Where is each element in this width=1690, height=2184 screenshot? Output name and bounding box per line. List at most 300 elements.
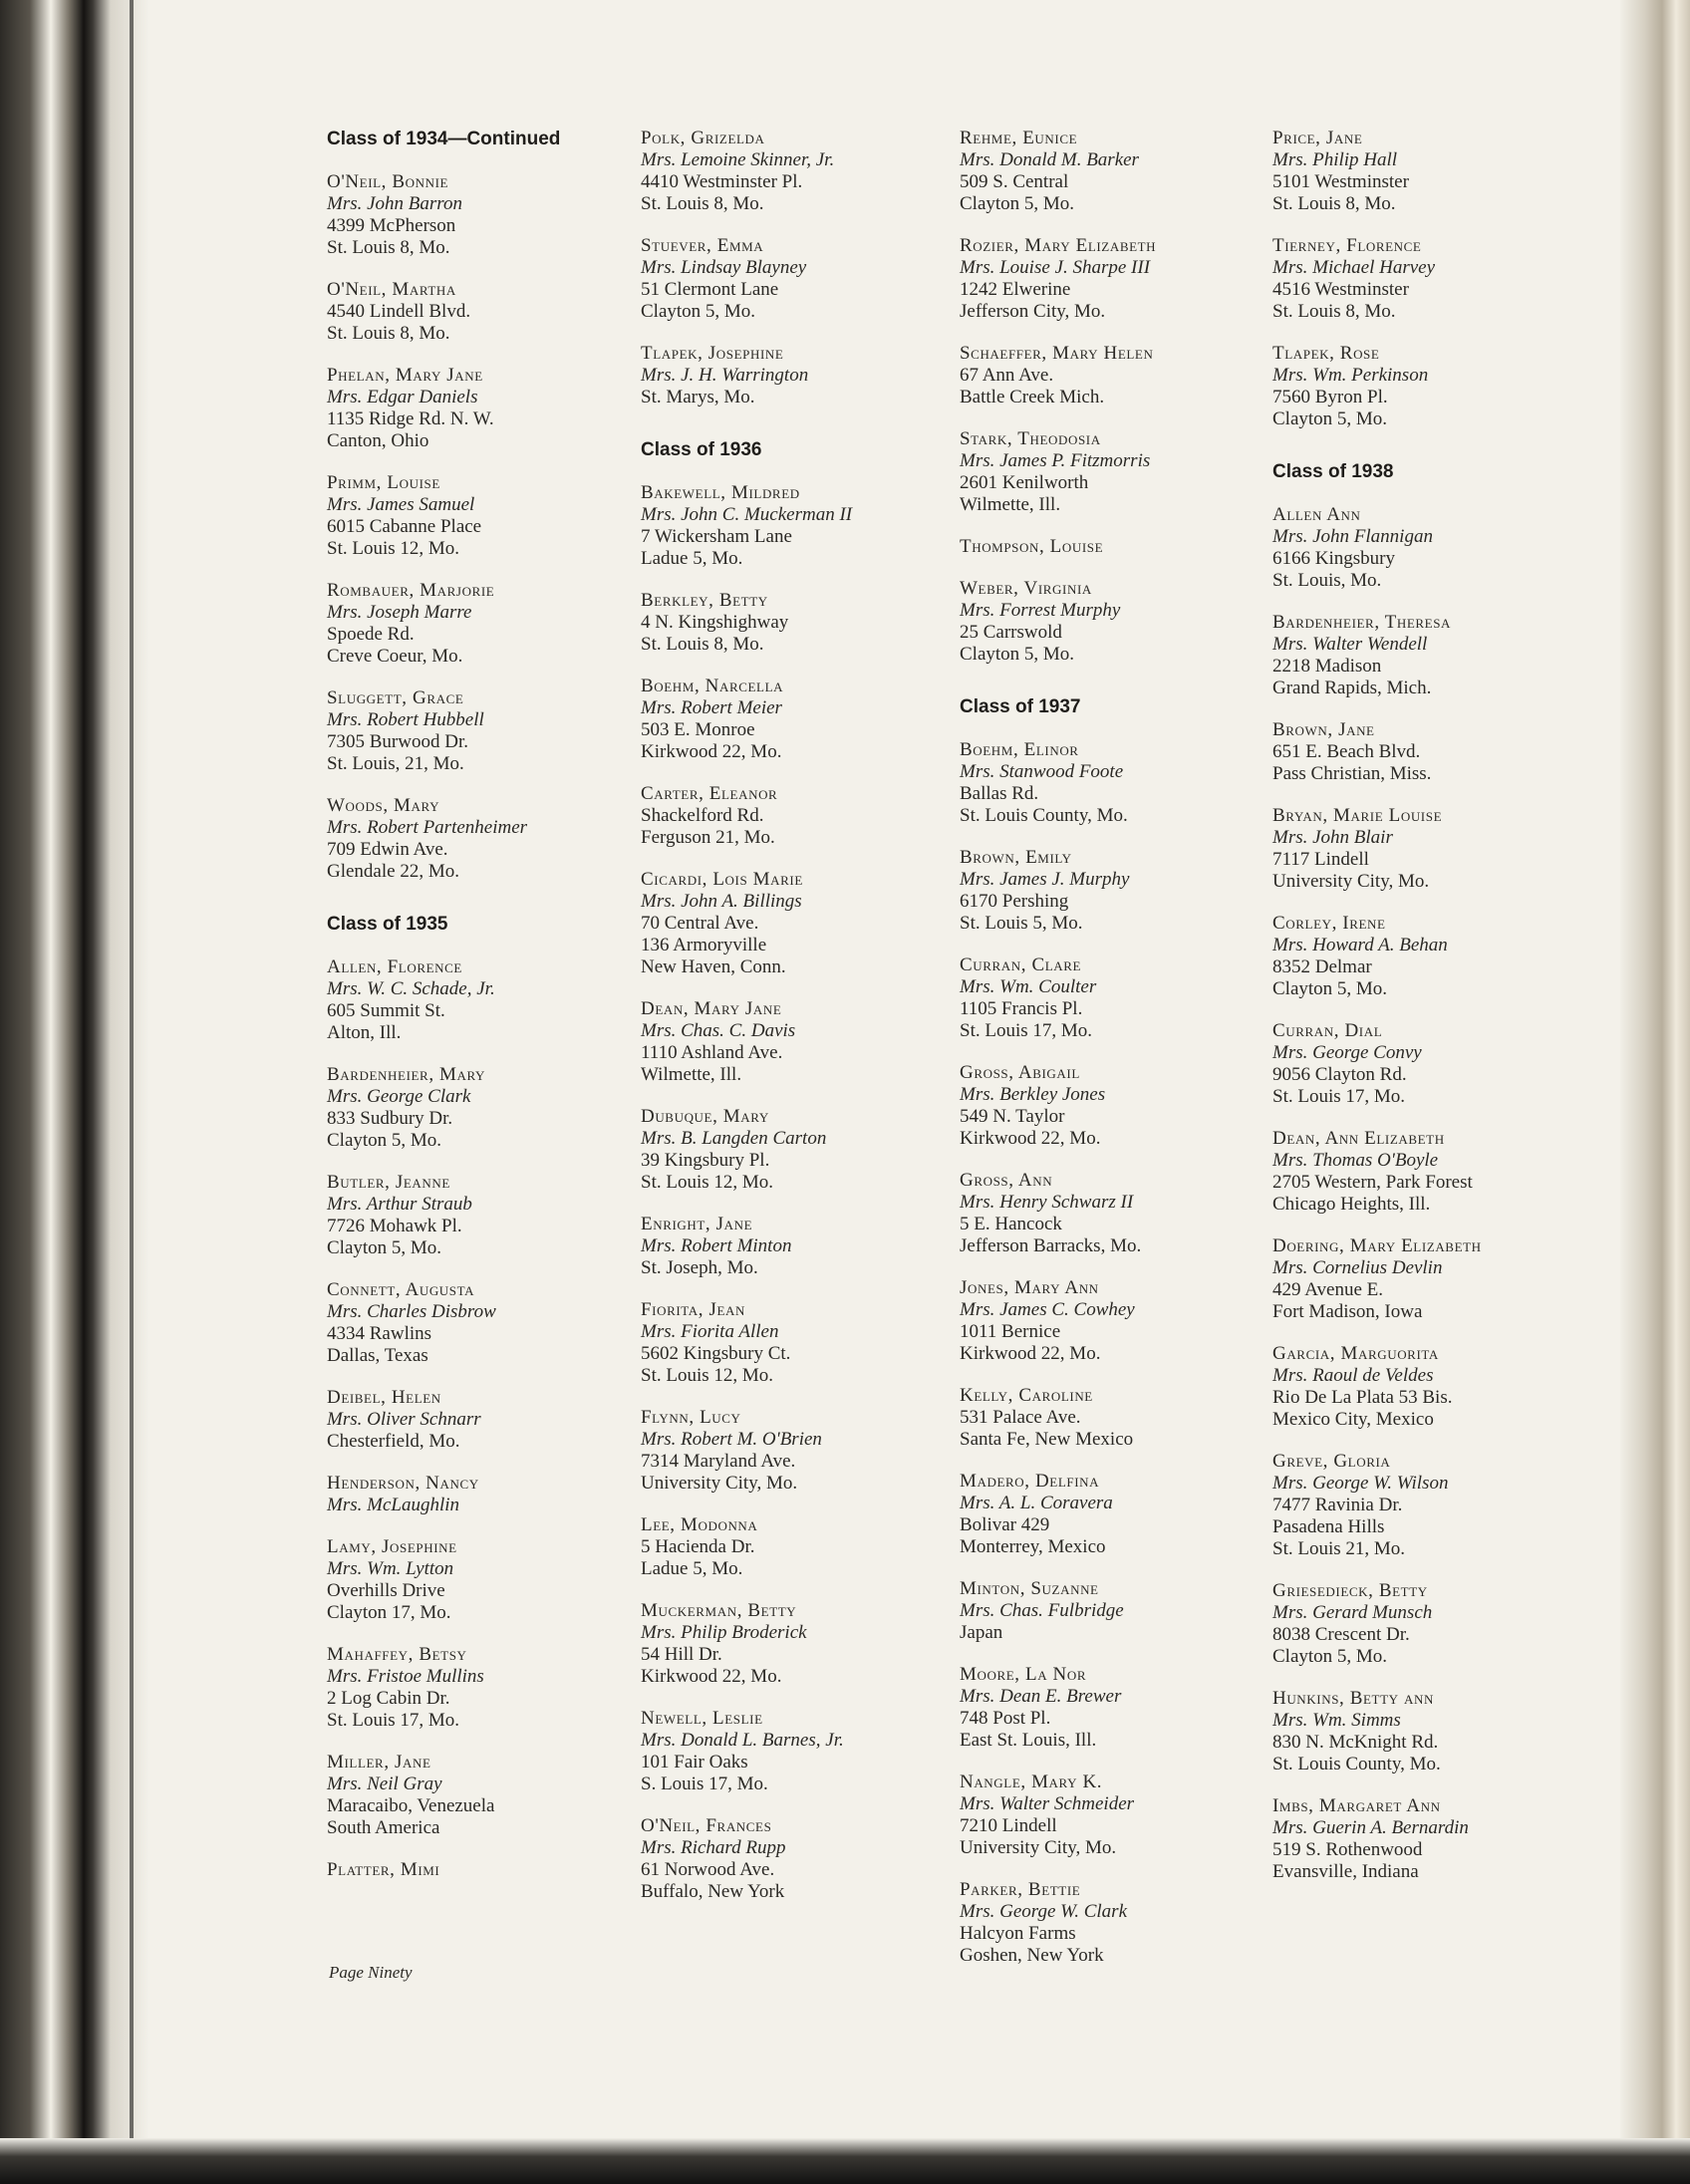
married-name: Mrs. Philip Broderick: [641, 1622, 807, 1643]
married-name: Mrs. John Blair: [1272, 827, 1393, 848]
alumna-entry: [327, 1387, 646, 1453]
address-line: St. Louis 12, Mo.: [641, 1172, 774, 1193]
address-line: Clayton 5, Mo.: [960, 193, 1075, 214]
married-name: Mrs. Howard A. Behan: [1272, 935, 1448, 956]
alumna-entry: [1272, 719, 1591, 785]
alumna-entry: [327, 1859, 646, 1881]
married-name: Mrs. Richard Rupp: [641, 1837, 786, 1858]
maiden-name: Curran, Clare: [960, 955, 1082, 975]
alumna-entry: [327, 365, 646, 452]
alumna-entry: [327, 580, 646, 668]
maiden-name: Stark, Theodosia: [960, 428, 1101, 449]
address-line: 830 N. McKnight Rd.: [1272, 1732, 1439, 1753]
page-number: Page Ninety: [329, 1963, 413, 1982]
address-line: St. Louis 12, Mo.: [327, 538, 460, 559]
maiden-name: Tierney, Florence: [1272, 235, 1422, 256]
maiden-name: Connett, Augusta: [327, 1279, 475, 1300]
married-name: Mrs. Chas. Fulbridge: [960, 1600, 1124, 1621]
maiden-name: Primm, Louise: [327, 472, 440, 493]
alumna-entry: [641, 1214, 960, 1279]
address-line: 7314 Maryland Ave.: [641, 1451, 796, 1472]
address-line: 51 Clermont Lane: [641, 279, 779, 300]
maiden-name: Carter, Eleanor: [641, 783, 778, 804]
married-name: Mrs. Stanwood Foote: [960, 761, 1124, 782]
alumna-entry: [1272, 805, 1591, 893]
address-line: Spoede Rd.: [327, 624, 415, 645]
address-line: Battle Creek Mich.: [960, 387, 1105, 408]
alumna-entry: [960, 1277, 1278, 1365]
maiden-name: Enright, Jane: [641, 1214, 753, 1234]
address-line: Fort Madison, Iowa: [1272, 1301, 1423, 1322]
alumna-entry: [327, 1279, 646, 1367]
maiden-name: Sluggett, Grace: [327, 687, 464, 708]
maiden-name: Boehm, Elinor: [960, 739, 1079, 760]
maiden-name: Thompson, Louise: [960, 536, 1104, 557]
alumna-entry: [1272, 1688, 1591, 1775]
maiden-name: Bardenheier, Mary: [327, 1064, 486, 1085]
address-line: 6170 Pershing: [960, 891, 1069, 912]
alumna-entry: [641, 590, 960, 656]
address-line: 61 Norwood Ave.: [641, 1859, 775, 1880]
maiden-name: Platter, Mimi: [327, 1859, 440, 1880]
maiden-name: Schaeffer, Mary Helen: [960, 343, 1154, 364]
address-line: Canton, Ohio: [327, 430, 429, 451]
address-line: St. Louis, Mo.: [1272, 570, 1382, 591]
married-name: Mrs. George W. Wilson: [1272, 1473, 1449, 1494]
address-line: 4 N. Kingshighway: [641, 612, 789, 633]
alumna-entry: [641, 998, 960, 1086]
maiden-name: Rozier, Mary Elizabeth: [960, 235, 1157, 256]
address-line: Alton, Ill.: [327, 1022, 402, 1043]
married-name: Mrs. Louise J. Sharpe III: [960, 257, 1151, 278]
married-name: Mrs. Robert Partenheimer: [327, 817, 528, 838]
address-line: Clayton 5, Mo.: [327, 1237, 442, 1258]
address-line: Creve Coeur, Mo.: [327, 646, 463, 667]
married-name: Mrs. John Barron: [327, 193, 462, 214]
alumna-entry: [327, 1064, 646, 1152]
alumna-entry: [327, 1536, 646, 1624]
maiden-name: Doering, Mary Elizabeth: [1272, 1235, 1482, 1256]
maiden-name: Lamy, Josephine: [327, 1536, 457, 1557]
address-line: 7117 Lindell: [1272, 849, 1369, 870]
address-line: 8038 Crescent Dr.: [1272, 1624, 1410, 1645]
married-name: Mrs. A. L. Coravera: [960, 1493, 1113, 1513]
maiden-name: O'Neil, Martha: [327, 279, 456, 300]
address-line: Ladue 5, Mo.: [641, 548, 743, 569]
married-name: Mrs. Forrest Murphy: [960, 600, 1121, 621]
address-line: Chesterfield, Mo.: [327, 1431, 460, 1452]
address-line: 4516 Westminster: [1272, 279, 1409, 300]
maiden-name: Hunkins, Betty ann: [1272, 1688, 1434, 1709]
maiden-name: Phelan, Mary Jane: [327, 365, 483, 386]
address-line: Buffalo, New York: [641, 1881, 785, 1902]
alumna-entry: [641, 1600, 960, 1688]
address-line: Japan: [960, 1622, 1003, 1643]
married-name: Mrs. Fiorita Allen: [641, 1321, 779, 1342]
address-line: University City, Mo.: [641, 1473, 798, 1494]
address-line: University City, Mo.: [960, 1837, 1117, 1858]
alumna-entry: [960, 847, 1278, 935]
address-line: 7726 Mohawk Pl.: [327, 1216, 462, 1236]
alumna-entry: [1272, 235, 1591, 323]
married-name: Mrs. James P. Fitzmorris: [960, 450, 1151, 471]
address-line: Overhills Drive: [327, 1580, 445, 1601]
address-line: 4334 Rawlins: [327, 1323, 432, 1344]
maiden-name: Nangle, Mary K.: [960, 1772, 1103, 1792]
married-name: Mrs. Gerard Munsch: [1272, 1602, 1433, 1623]
married-name: Mrs. Arthur Straub: [327, 1194, 472, 1215]
alumna-entry: [960, 578, 1278, 666]
alumna-entry: [960, 1170, 1278, 1257]
maiden-name: Muckerman, Betty: [641, 1600, 797, 1621]
address-line: Glendale 22, Mo.: [327, 861, 459, 882]
address-line: 7 Wickersham Lane: [641, 526, 792, 547]
alumna-entry: [960, 1664, 1278, 1752]
alumna-entry: [1272, 913, 1591, 1000]
alumna-entry: [641, 676, 960, 763]
maiden-name: Dubuque, Mary: [641, 1106, 769, 1127]
address-line: Mexico City, Mexico: [1272, 1409, 1434, 1430]
maiden-name: Parker, Bettie: [960, 1879, 1081, 1900]
maiden-name: Brown, Jane: [1272, 719, 1375, 740]
class-heading: Class of 1936: [641, 439, 762, 460]
address-line: 709 Edwin Ave.: [327, 839, 448, 860]
married-name: Mrs. Walter Schmeider: [960, 1793, 1135, 1814]
married-name: Mrs. Wm. Coulter: [960, 976, 1097, 997]
maiden-name: Rehme, Eunice: [960, 128, 1078, 148]
alumna-entry: [327, 1752, 646, 1839]
married-name: Mrs. Robert Minton: [641, 1235, 792, 1256]
maiden-name: Stuever, Emma: [641, 235, 764, 256]
alumna-entry: [960, 1578, 1278, 1644]
married-name: Mrs. John C. Muckerman II: [641, 504, 853, 525]
married-name: Mrs. Michael Harvey: [1272, 257, 1436, 278]
address-line: 4540 Lindell Blvd.: [327, 301, 471, 322]
address-line: Wilmette, Ill.: [960, 494, 1061, 515]
married-name: Mrs. J. H. Warrington: [641, 365, 809, 386]
address-line: Rio De La Plata 53 Bis.: [1272, 1387, 1453, 1408]
address-line: St. Louis 5, Mo.: [960, 913, 1083, 934]
address-line: 429 Avenue E.: [1272, 1279, 1383, 1300]
address-line: Clayton 5, Mo.: [1272, 1646, 1388, 1667]
address-line: 136 Armoryville: [641, 935, 767, 956]
married-name: Mrs. Philip Hall: [1272, 149, 1398, 170]
alumna-entry: [1272, 1128, 1591, 1216]
directory-column-1: [327, 128, 646, 1901]
address-line: 7305 Burwood Dr.: [327, 731, 468, 752]
address-line: 2705 Western, Park Forest: [1272, 1172, 1473, 1193]
address-line: 6015 Cabanne Place: [327, 516, 482, 537]
married-name: Mrs. Berkley Jones: [960, 1084, 1106, 1105]
address-line: Bolivar 429: [960, 1514, 1050, 1535]
address-line: Halcyon Farms: [960, 1923, 1076, 1944]
alumna-entry: [1272, 612, 1591, 699]
address-line: New Haven, Conn.: [641, 956, 786, 977]
address-line: Clayton 17, Mo.: [327, 1602, 451, 1623]
alumna-entry: [641, 1299, 960, 1387]
address-line: Kirkwood 22, Mo.: [960, 1343, 1101, 1364]
book-spine-shadow: [0, 0, 149, 2184]
alumna-entry: [641, 343, 960, 409]
maiden-name: Rombauer, Marjorie: [327, 580, 495, 601]
address-line: 519 S. Rothenwood: [1272, 1839, 1423, 1860]
directory-column-4: [1272, 128, 1591, 1903]
address-line: 4399 McPherson: [327, 215, 456, 236]
address-line: Clayton 5, Mo.: [1272, 409, 1388, 429]
address-line: 7210 Lindell: [960, 1815, 1057, 1836]
address-line: St. Joseph, Mo.: [641, 1257, 758, 1278]
maiden-name: Miller, Jane: [327, 1752, 431, 1773]
maiden-name: Greve, Gloria: [1272, 1451, 1391, 1472]
address-line: 2218 Madison: [1272, 656, 1382, 677]
married-name: Mrs. George Clark: [327, 1086, 471, 1107]
married-name: Mrs. Robert Meier: [641, 697, 782, 718]
maiden-name: Garcia, Marguorita: [1272, 1343, 1439, 1364]
maiden-name: Corley, Irene: [1272, 913, 1386, 934]
married-name: Mrs. Oliver Schnarr: [327, 1409, 481, 1430]
maiden-name: Polk, Grizelda: [641, 128, 765, 148]
address-line: 5101 Westminster: [1272, 171, 1409, 192]
maiden-name: O'Neil, Bonnie: [327, 171, 449, 192]
address-line: Ferguson 21, Mo.: [641, 827, 775, 848]
alumna-entry: [641, 869, 960, 978]
address-line: St. Louis 8, Mo.: [1272, 193, 1396, 214]
address-line: 9056 Clayton Rd.: [1272, 1064, 1407, 1085]
alumna-entry: [641, 1708, 960, 1795]
maiden-name: Griesedieck, Betty: [1272, 1580, 1428, 1601]
alumna-entry: [960, 1062, 1278, 1150]
maiden-name: Newell, Leslie: [641, 1708, 763, 1729]
alumna-entry: [327, 171, 646, 259]
married-name: Mrs. Neil Gray: [327, 1774, 442, 1794]
address-line: University City, Mo.: [1272, 871, 1430, 892]
married-name: Mrs. Lindsay Blayney: [641, 257, 807, 278]
alumna-entry: [960, 343, 1278, 409]
address-line: Pasadena Hills: [1272, 1516, 1385, 1537]
directory-column-2: [641, 128, 960, 1923]
address-line: St. Marys, Mo.: [641, 387, 755, 408]
class-heading: Class of 1934—Continued: [327, 129, 561, 149]
married-name: Mrs. Cornelius Devlin: [1272, 1257, 1443, 1278]
maiden-name: Berkley, Betty: [641, 590, 768, 611]
maiden-name: Brown, Emily: [960, 847, 1072, 868]
address-line: Clayton 5, Mo.: [960, 644, 1075, 665]
page-edge-right: [1620, 0, 1690, 2184]
maiden-name: Bardenheier, Theresa: [1272, 612, 1452, 633]
alumna-entry: [1272, 1580, 1591, 1668]
page-bottom-shadow: [0, 2138, 1690, 2184]
married-name: Mrs. W. C. Schade, Jr.: [327, 978, 495, 999]
alumna-entry: [641, 1407, 960, 1495]
address-line: 5 Hacienda Dr.: [641, 1536, 755, 1557]
alumna-entry: [327, 1473, 646, 1516]
alumna-entry: [1272, 128, 1591, 215]
married-name: Mrs. Charles Disbrow: [327, 1301, 496, 1322]
address-line: St. Louis 8, Mo.: [1272, 301, 1396, 322]
maiden-name: Bakewell, Mildred: [641, 482, 800, 503]
address-line: Wilmette, Ill.: [641, 1064, 742, 1085]
address-line: St. Louis 21, Mo.: [1272, 1538, 1406, 1559]
married-name: Mrs. James J. Murphy: [960, 869, 1130, 890]
married-name: Mrs. George Convy: [1272, 1042, 1422, 1063]
married-name: Mrs. Lemoine Skinner, Jr.: [641, 149, 835, 170]
married-name: Mrs. Fristoe Mullins: [327, 1666, 484, 1687]
married-name: Mrs. Joseph Marre: [327, 602, 472, 623]
married-name: Mrs. James C. Cowhey: [960, 1299, 1135, 1320]
maiden-name: Fiorita, Jean: [641, 1299, 745, 1320]
married-name: Mrs. Dean E. Brewer: [960, 1686, 1122, 1707]
class-heading: Class of 1935: [327, 914, 448, 935]
married-name: Mrs. Walter Wendell: [1272, 634, 1428, 655]
address-line: 2 Log Cabin Dr.: [327, 1688, 450, 1709]
maiden-name: Tlapek, Rose: [1272, 343, 1380, 364]
maiden-name: Butler, Jeanne: [327, 1172, 450, 1193]
address-line: Kirkwood 22, Mo.: [641, 1666, 782, 1687]
address-line: St. Louis County, Mo.: [1272, 1754, 1441, 1774]
maiden-name: O'Neil, Frances: [641, 1815, 772, 1836]
married-name: Mrs. Donald M. Barker: [960, 149, 1139, 170]
alumna-entry: [960, 739, 1278, 827]
address-line: Kirkwood 22, Mo.: [960, 1128, 1101, 1149]
alumna-entry: [327, 279, 646, 345]
maiden-name: Woods, Mary: [327, 795, 440, 816]
address-line: 509 S. Central: [960, 171, 1069, 192]
maiden-name: Deibel, Helen: [327, 1387, 441, 1408]
address-line: 1011 Bernice: [960, 1321, 1061, 1342]
directory-column-3: [960, 128, 1278, 1987]
maiden-name: Dean, Ann Elizabeth: [1272, 1128, 1445, 1149]
address-line: Clayton 5, Mo.: [1272, 978, 1388, 999]
alumna-entry: [327, 1644, 646, 1732]
address-line: East St. Louis, Ill.: [960, 1730, 1097, 1751]
maiden-name: Bryan, Marie Louise: [1272, 805, 1443, 826]
maiden-name: Imbs, Margaret Ann: [1272, 1795, 1441, 1816]
alumna-entry: [1272, 1020, 1591, 1108]
maiden-name: Allen Ann: [1272, 504, 1361, 525]
address-line: 503 E. Monroe: [641, 719, 755, 740]
alumna-entry: [1272, 343, 1591, 430]
alumna-entry: [1272, 1795, 1591, 1883]
maiden-name: Madero, Delfina: [960, 1471, 1100, 1492]
alumna-entry: [1272, 1451, 1591, 1560]
maiden-name: Flynn, Lucy: [641, 1407, 741, 1428]
address-line: S. Louis 17, Mo.: [641, 1774, 768, 1794]
married-name: Mrs. Henry Schwarz II: [960, 1192, 1134, 1213]
address-line: 4410 Westminster Pl.: [641, 171, 803, 192]
maiden-name: Henderson, Nancy: [327, 1473, 479, 1494]
address-line: 7560 Byron Pl.: [1272, 387, 1388, 408]
class-heading: Class of 1937: [960, 696, 1081, 717]
address-line: Jefferson Barracks, Mo.: [960, 1235, 1142, 1256]
address-line: 833 Sudbury Dr.: [327, 1108, 453, 1129]
alumna-entry: [960, 1385, 1278, 1451]
address-line: 1110 Ashland Ave.: [641, 1042, 783, 1063]
married-name: Mrs. James Samuel: [327, 494, 475, 515]
maiden-name: Tlapek, Josephine: [641, 343, 784, 364]
address-line: St. Louis 17, Mo.: [327, 1710, 460, 1731]
alumna-entry: [960, 1879, 1278, 1967]
alumna-entry: [960, 128, 1278, 215]
address-line: 70 Central Ave.: [641, 913, 759, 934]
address-line: Clayton 5, Mo.: [327, 1130, 442, 1151]
maiden-name: Gross, Ann: [960, 1170, 1053, 1191]
married-name: Mrs. Guerin A. Bernardin: [1272, 1817, 1469, 1838]
address-line: St. Louis 8, Mo.: [327, 323, 450, 344]
address-line: 651 E. Beach Blvd.: [1272, 741, 1421, 762]
address-line: St. Louis 8, Mo.: [641, 193, 764, 214]
alumna-entry: [960, 1772, 1278, 1859]
alumna-entry: [327, 956, 646, 1044]
address-line: Goshen, New York: [960, 1945, 1104, 1966]
alumna-entry: [1272, 1235, 1591, 1323]
address-line: Maracaibo, Venezuela: [327, 1795, 495, 1816]
maiden-name: Jones, Mary Ann: [960, 1277, 1099, 1298]
alumna-entry: [960, 235, 1278, 323]
alumna-entry: [641, 1815, 960, 1903]
alumna-entry: [327, 472, 646, 560]
maiden-name: Minton, Suzanne: [960, 1578, 1099, 1599]
alumna-entry: [641, 128, 960, 215]
address-line: 1242 Elwerine: [960, 279, 1071, 300]
married-name: Mrs. Raoul de Veldes: [1272, 1365, 1434, 1386]
married-name: Mrs. Wm. Perkinson: [1272, 365, 1429, 386]
binding-gutter: [130, 0, 134, 2184]
address-line: Ladue 5, Mo.: [641, 1558, 743, 1579]
address-line: 54 Hill Dr.: [641, 1644, 722, 1665]
alumna-entry: [641, 1106, 960, 1194]
married-name: Mrs. Robert Hubbell: [327, 709, 484, 730]
address-line: 5602 Kingsbury Ct.: [641, 1343, 791, 1364]
address-line: St. Louis County, Mo.: [960, 805, 1128, 826]
alumna-entry: [1272, 1343, 1591, 1431]
alumna-entry: [327, 1172, 646, 1259]
address-line: 605 Summit St.: [327, 1000, 445, 1021]
address-line: Jefferson City, Mo.: [960, 301, 1106, 322]
alumna-entry: [327, 687, 646, 775]
alumna-entry: [641, 783, 960, 849]
maiden-name: Moore, La Nor: [960, 1664, 1087, 1685]
maiden-name: Allen, Florence: [327, 956, 462, 977]
address-line: South America: [327, 1817, 440, 1838]
address-line: St. Louis 17, Mo.: [960, 1020, 1093, 1041]
alumna-entry: [641, 235, 960, 323]
address-line: Dallas, Texas: [327, 1345, 428, 1366]
address-line: 39 Kingsbury Pl.: [641, 1150, 770, 1171]
married-name: Mrs. Wm. Lytton: [327, 1558, 454, 1579]
address-line: St. Louis, 21, Mo.: [327, 753, 464, 774]
alumna-entry: [960, 1471, 1278, 1558]
address-line: St. Louis 8, Mo.: [641, 634, 764, 655]
alumna-entry: [641, 482, 960, 570]
maiden-name: Lee, Modonna: [641, 1514, 758, 1535]
address-line: 25 Carrswold: [960, 622, 1062, 643]
address-line: 531 Palace Ave.: [960, 1407, 1081, 1428]
address-line: 5 E. Hancock: [960, 1214, 1062, 1234]
address-line: Grand Rapids, Mich.: [1272, 678, 1432, 698]
address-line: Monterrey, Mexico: [960, 1536, 1106, 1557]
address-line: Shackelford Rd.: [641, 805, 764, 826]
address-line: 549 N. Taylor: [960, 1106, 1065, 1127]
address-line: Clayton 5, Mo.: [641, 301, 756, 322]
address-line: 1105 Francis Pl.: [960, 998, 1083, 1019]
maiden-name: Dean, Mary Jane: [641, 998, 782, 1019]
maiden-name: Kelly, Caroline: [960, 1385, 1093, 1406]
married-name: Mrs. George W. Clark: [960, 1901, 1128, 1922]
address-line: 6166 Kingsbury: [1272, 548, 1395, 569]
address-line: 748 Post Pl.: [960, 1708, 1051, 1729]
address-line: Santa Fe, New Mexico: [960, 1429, 1134, 1450]
alumna-entry: [1272, 504, 1591, 592]
